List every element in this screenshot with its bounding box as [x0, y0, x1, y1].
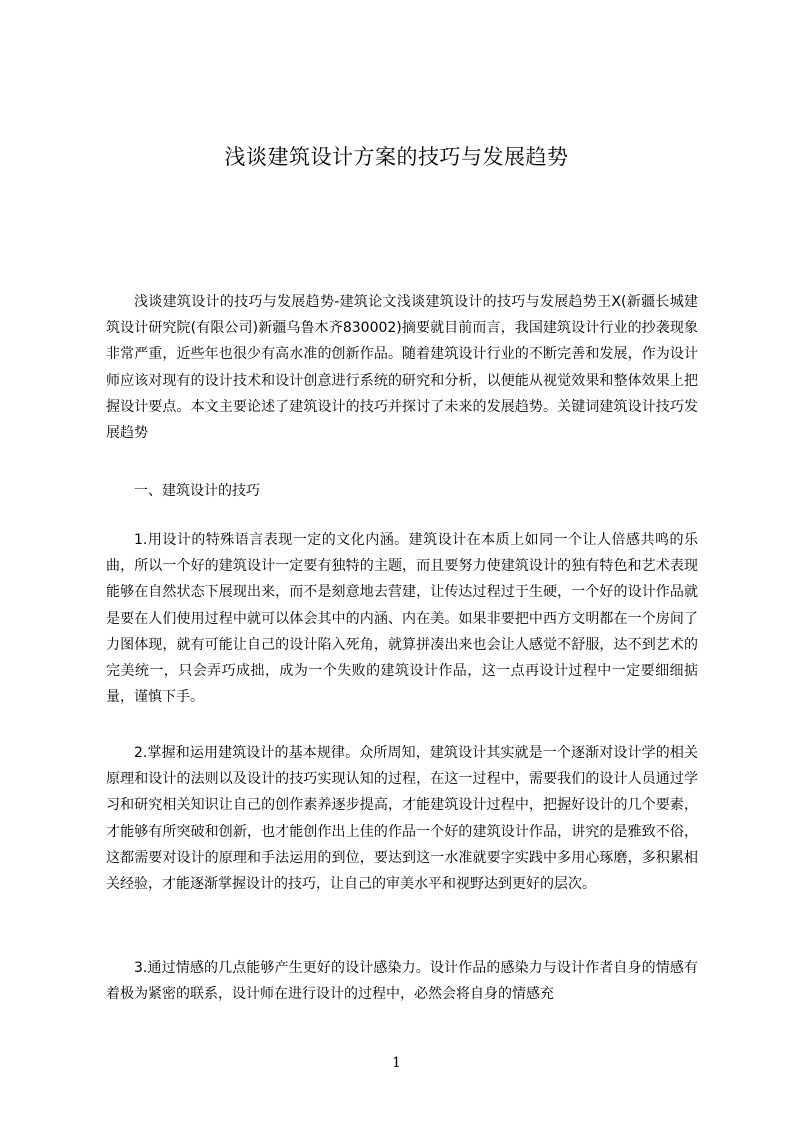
- paragraph-point-3: 3.通过情感的几点能够产生更好的设计感染力。设计作品的感染力与设计作者自身的情感有着极为紧密的联系，设计师在进行设计的过程中，必然会将自身的情感充: [106, 960, 698, 1003]
- intro-paragraph: 浅谈建筑设计的技巧与发展趋势-建筑论文浅谈建筑设计的技巧与发展趋势王X(新疆长城建筑设计研究院(有限公司)新疆乌鲁木齐830002)摘要就目前而言，我国建筑设计行业的抄袭现象非常严重，近些年也很少有高水准的创新作品。随着建筑设计行业的不断完善和发展，作为设计师应该对现有的设计技术和设计创意进行系统的研究和分析，以便能从视觉效果和整体效果上把握设计要点。本文主要论述了建筑设计的技巧并探讨了未来的发展趋势。关键词建筑设计技巧发展趋势: [106, 294, 698, 442]
- page-number: 1: [392, 1055, 401, 1071]
- paragraph-point-1: 1.用设计的特殊语言表现一定的文化内涵。建筑设计在本质上如同一个让人倍感共鸣的乐曲，所以一个好的建筑设计一定要有独特的主题，而且要努力使建筑设计的独有特色和艺术表现能够在自然状态下展现出来，而不是刻意地去营建，让传达过程过于生硬，一个好的设计作品就是要在人们使用过程中就可以体会其中的内涵、内在美。如果非要把中西方文明都在一个房间了力图体现，就有可能让自己的设计陷入死角，就算拼凑出来也会让人感觉不舒服，达不到艺术的完美统一，只会弄巧成拙，成为一个失败的建筑设计作品，这一点再设计过程中一定要细细掂量，谨慎下手。: [106, 532, 698, 706]
- paragraph-point-2: 2.掌握和运用建筑设计的基本规律。众所周知，建筑设计其实就是一个逐渐对设计学的相关原理和设计的法则以及设计的技巧实现认知的过程，在这一过程中，需要我们的设计人员通过学习和研究相关知识让自己的创作素养逐步提高，才能建筑设计过程中，把握好设计的几个要素，才能够有所突破和创新，也才能创作出上佳的作品一个好的建筑设计作品，讲究的是雅致不俗，这都需要对设计的原理和手法运用的到位，要达到这一水准就要字实践中多用心琢磨，多积累相关经验，才能逐渐掌握设计的技巧，让自己的审美水平和视野达到更好的层次。: [106, 745, 698, 893]
- section-heading: 一、建筑设计的技巧: [134, 483, 260, 499]
- document-title: 浅谈建筑设计方案的技巧与发展趋势: [224, 145, 569, 169]
